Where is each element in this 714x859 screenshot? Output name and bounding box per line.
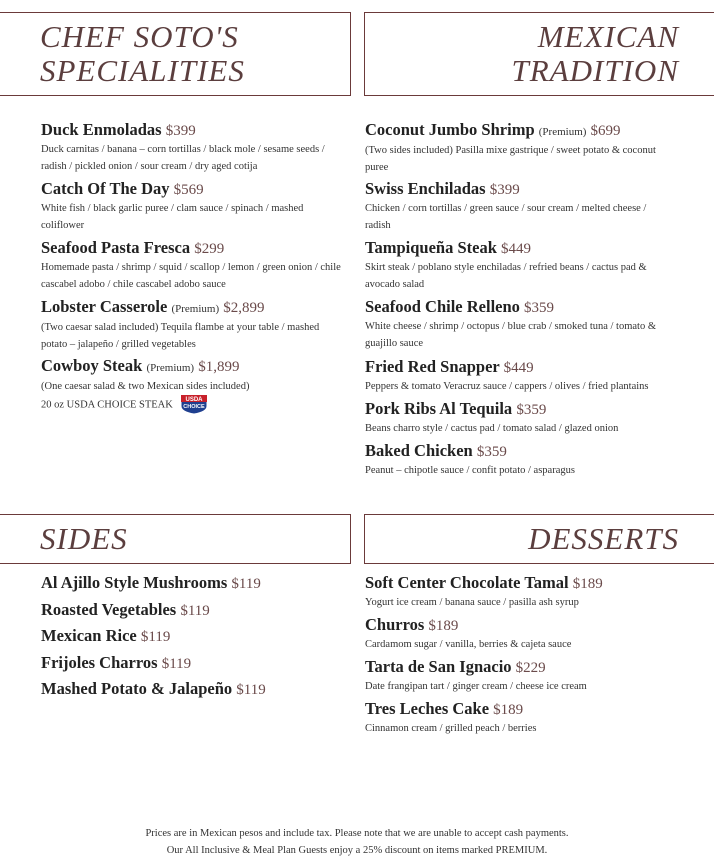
item-name: Duck Enmoladas [41,120,162,139]
menu-item [365,120,670,179]
item-price: $359 [516,402,547,418]
specialities-header [0,12,351,96]
premium-tag: (Premium) [146,362,195,374]
item-price: $359 [476,444,507,460]
menu-item [365,615,670,657]
usda-choice-badge-icon [179,393,209,413]
item-name: Mashed Potato & Jalapeño [41,679,233,698]
item-description: White fish / black garlic puree / clam sauce / spinach / mashed coliflower [41,203,304,231]
header-line: CHEF SOTO'S [40,19,239,54]
item-description: Cinnamon cream / grilled peach / berries [365,723,537,734]
item-name: Frijoles Charros [41,652,158,672]
menu-item [41,179,341,238]
item-name: Seafood Pasta Fresca [41,238,191,257]
sides-header [0,514,351,564]
item-name: Al Ajillo Style Mushrooms [41,573,228,592]
item-price: $399 [489,182,520,198]
menu-item [41,356,341,415]
menu-item [41,238,341,297]
item-description: Chicken / corn tortillas / green sauce / sour cream / melted cheese / radish [365,203,647,231]
menu-item [365,238,670,297]
item-description: Duck carnitas / banana – corn tortillas / black mole / sesame seeds / radish / pickled onion / sour cream / dry aged cotija [41,144,325,172]
header-line: SPECIALITIES [40,53,245,88]
item-price: $119 [161,655,192,672]
menu-item [41,626,341,653]
menu-item [365,179,670,238]
footer-line: Prices are in Mexican pesos and include tax. Please note that we are unable to accept cash payments. [145,828,569,839]
usda-badge-line2: CHOICE [183,404,206,410]
mexican-tradition-list [365,120,670,479]
menu-item [41,600,341,627]
menu-item [365,357,670,399]
item-description: Yogurt ice cream / banana sauce / pasilla ash syrup [365,597,579,608]
menu-item [41,297,341,356]
header-line: SIDES [40,521,128,556]
item-name: Roasted Vegetables [41,599,177,619]
item-name: Tres Leches Cake [365,699,490,718]
item-price: $699 [590,123,621,139]
menu-item [365,657,670,699]
item-name: Coconut Jumbo Shrimp [365,120,535,139]
mexican-tradition-header [364,12,714,96]
item-description: (One caesar salad & two Mexican sides included) [41,381,250,392]
item-price: $189 [428,618,459,634]
header-line: DESSERTS [528,521,679,556]
steak-grade-text: 20 oz USDA CHOICE STEAK [41,399,173,411]
specialities-list [41,120,341,415]
menu-item [41,573,341,600]
item-name: Tarta de San Ignacio [365,657,512,676]
header-line: MEXICAN [537,19,679,54]
item-description: Homemade pasta / shrimp / squid / scallop / lemon / green onion / chile cascabel adobo / chile cascabel adobo sauce [41,262,341,290]
item-name: Catch Of The Day [41,179,170,198]
item-price: $119 [180,602,210,619]
menu-item [365,573,670,615]
item-price: $399 [165,123,196,139]
footer-line: Our All Inclusive & Meal Plan Guests enjoy a 25% discount on items marked PREMIUM. [166,845,548,856]
item-price: $359 [524,300,555,316]
premium-tag: (Premium) [538,126,587,138]
item-name: Swiss Enchiladas [365,179,486,198]
item-name: Lobster Casserole [41,297,168,316]
menu-item [365,297,670,357]
sides-list [41,573,341,700]
menu-item [365,699,670,737]
item-name: Pork Ribs Al Tequila [365,399,513,418]
item-price: $119 [236,682,266,698]
desserts-header [364,514,714,564]
usda-badge-line1: USDA [185,396,203,403]
item-description: White cheese / shrimp / octopus / blue crab / smoked tuna / tomato & guajillo sauce [365,321,657,349]
item-price: $119 [140,629,171,645]
premium-tag: (Premium) [171,303,220,315]
item-price: $299 [194,241,225,257]
item-name: Soft Center Chocolate Tamal [365,573,569,592]
item-name: Fried Red Snapper [365,357,500,376]
item-name: Tampiqueña Steak [365,238,497,257]
item-name: Mexican Rice [41,626,137,645]
item-price: $189 [493,702,524,718]
menu-item [41,679,341,700]
item-description: Cardamom sugar / vanilla, berries & cajeta sauce [365,639,572,650]
item-price: $229 [515,660,546,676]
desserts-list [365,573,670,737]
item-name: Baked Chicken [365,441,473,460]
item-description: Date frangipan tart / ginger cream / cheese ice cream [365,681,587,692]
item-name: Seafood Chile Relleno [365,297,520,316]
item-description: (Two caesar salad included) Tequila flambe at your table / mashed potato – jalapeño / grilled vegetables [41,322,320,350]
menu-item [365,399,670,441]
item-price: $1,899 [198,359,240,375]
item-price: $189 [572,576,603,592]
item-description: Peanut – chipotle sauce / confit potato / asparagus [365,465,575,476]
menu-item [365,441,670,479]
menu-item [41,120,341,179]
item-description: Skirt steak / poblano style enchiladas / refried beans / cactus pad & avocado salad [365,262,647,290]
item-name: Churros [365,615,425,634]
item-description: (Two sides included) Pasilla mixe gastrique / sweet potato & coconut puree [365,145,656,173]
item-price: $569 [173,182,204,198]
footer-note [0,825,714,859]
item-price: $2,899 [223,300,265,316]
item-price: $449 [503,360,534,376]
menu-item [41,653,341,680]
item-name: Cowboy Steak [41,356,143,375]
item-description: Peppers & tomato Veracruz sauce / cappers / olives / fried plantains [365,381,649,392]
item-description: Beans charro style / cactus pad / tomato salad / glazed onion [365,423,619,434]
item-price: $449 [501,241,532,257]
header-line: TRADITION [511,53,679,88]
item-price: $119 [231,576,261,592]
